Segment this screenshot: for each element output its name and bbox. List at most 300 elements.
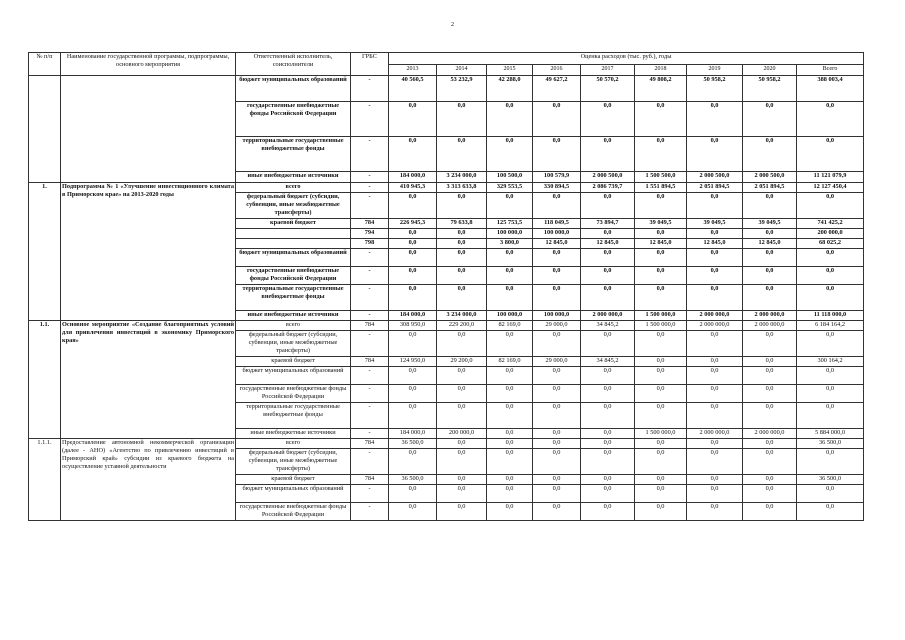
header-num: № п/п: [29, 53, 61, 76]
amount-cell: 34 845,2: [581, 357, 635, 367]
amount-cell: 0,0: [389, 229, 437, 239]
amount-cell: 0,0: [389, 385, 437, 403]
amount-cell: 12 127 450,4: [797, 183, 864, 193]
amount-cell: 0,0: [581, 267, 635, 285]
amount-cell: 0,0: [487, 137, 533, 172]
amount-cell: 0,0: [581, 331, 635, 357]
amount-cell: 0,0: [437, 249, 487, 267]
amount-cell: 0,0: [533, 367, 581, 385]
amount-cell: 0,0: [437, 229, 487, 239]
grbs-code: -: [351, 267, 389, 285]
amount-cell: 200 000,0: [797, 229, 864, 239]
amount-cell: 0,0: [635, 503, 687, 521]
amount-cell: 0,0: [437, 367, 487, 385]
header-year: 2017: [581, 64, 635, 76]
amount-cell: 39 049,5: [635, 219, 687, 229]
amount-cell: 12 845,0: [533, 239, 581, 249]
amount-cell: 0,0: [533, 503, 581, 521]
grbs-code: -: [351, 385, 389, 403]
grbs-code: -: [351, 403, 389, 429]
amount-cell: 0,0: [581, 193, 635, 219]
amount-cell: 1 500 000,0: [635, 429, 687, 439]
amount-cell: 0,0: [743, 385, 797, 403]
amount-cell: 0,0: [581, 229, 635, 239]
amount-cell: 0,0: [687, 475, 743, 485]
amount-cell: 12 845,0: [687, 239, 743, 249]
amount-cell: 0,0: [581, 102, 635, 137]
amount-cell: 0,0: [533, 439, 581, 449]
grbs-code: -: [351, 193, 389, 219]
amount-cell: 200 000,0: [437, 429, 487, 439]
amount-cell: 5 884 000,0: [797, 429, 864, 439]
amount-cell: 0,0: [743, 249, 797, 267]
table-row: [29, 321, 864, 331]
amount-cell: 0,0: [581, 449, 635, 475]
amount-cell: 100 000,0: [487, 311, 533, 321]
amount-cell: 2 000 000,0: [687, 321, 743, 331]
amount-cell: 100 500,0: [487, 172, 533, 183]
header-estimate: Оценка расходов (тыс. руб.), годы: [389, 53, 864, 65]
amount-cell: 0,0: [797, 267, 864, 285]
amount-cell: 0,0: [487, 331, 533, 357]
funding-source: бюджет муниципальных образований: [236, 367, 351, 385]
amount-cell: 118 049,5: [533, 219, 581, 229]
amount-cell: 0,0: [437, 239, 487, 249]
amount-cell: 0,0: [487, 285, 533, 311]
amount-cell: 0,0: [797, 367, 864, 385]
amount-cell: 0,0: [581, 285, 635, 311]
amount-cell: 0,0: [797, 403, 864, 429]
amount-cell: 0,0: [581, 137, 635, 172]
amount-cell: 2 000 500,0: [581, 172, 635, 183]
amount-cell: 229 200,0: [437, 321, 487, 331]
amount-cell: 0,0: [743, 137, 797, 172]
amount-cell: 0,0: [581, 503, 635, 521]
amount-cell: 0,0: [533, 137, 581, 172]
amount-cell: 0,0: [437, 403, 487, 429]
amount-cell: 388 003,4: [797, 76, 864, 102]
amount-cell: 0,0: [635, 357, 687, 367]
amount-cell: 0,0: [797, 485, 864, 503]
amount-cell: 0,0: [797, 285, 864, 311]
amount-cell: 0,0: [437, 439, 487, 449]
funding-source: государственные внебюджетные фонды Российской Федерации: [236, 102, 351, 137]
amount-cell: 0,0: [533, 285, 581, 311]
row-number: [29, 76, 61, 183]
amount-cell: 0,0: [687, 367, 743, 385]
amount-cell: 0,0: [687, 285, 743, 311]
funding-source: иные внебюджетные источники: [236, 172, 351, 183]
amount-cell: 0,0: [797, 503, 864, 521]
amount-cell: 0,0: [533, 249, 581, 267]
amount-cell: 0,0: [687, 229, 743, 239]
funding-source: территориальные государственные внебюджетные фонды: [236, 285, 351, 311]
amount-cell: 0,0: [743, 439, 797, 449]
amount-cell: 0,0: [389, 503, 437, 521]
amount-cell: 0,0: [743, 193, 797, 219]
amount-cell: 0,0: [743, 357, 797, 367]
amount-cell: 0,0: [797, 331, 864, 357]
amount-cell: 6 184 164,2: [797, 321, 864, 331]
header-year: Всего: [797, 64, 864, 76]
amount-cell: 0,0: [687, 357, 743, 367]
funding-source: федеральный бюджет (субсидии, субвенции, иные межбюджетные трансферты): [236, 331, 351, 357]
amount-cell: 29 000,0: [533, 357, 581, 367]
amount-cell: 0,0: [533, 403, 581, 429]
amount-cell: 0,0: [635, 367, 687, 385]
amount-cell: 0,0: [635, 403, 687, 429]
amount-cell: 0,0: [581, 475, 635, 485]
amount-cell: 50 958,2: [743, 76, 797, 102]
amount-cell: 68 025,2: [797, 239, 864, 249]
amount-cell: 184 000,0: [389, 311, 437, 321]
amount-cell: 0,0: [743, 449, 797, 475]
amount-cell: 100 000,0: [533, 311, 581, 321]
amount-cell: 49 627,2: [533, 76, 581, 102]
table-row: [29, 76, 864, 102]
amount-cell: 0,0: [437, 385, 487, 403]
funding-source: бюджет муниципальных образований: [236, 485, 351, 503]
row-title: Подпрограмма № 1 «Улучшение инвестиционного климата в Приморском крае» на 2013-2020 годы: [61, 183, 236, 321]
amount-cell: 1 500 000,0: [635, 321, 687, 331]
amount-cell: 300 164,2: [797, 357, 864, 367]
amount-cell: 2 000 000,0: [687, 311, 743, 321]
grbs-code: 784: [351, 475, 389, 485]
amount-cell: 0,0: [437, 267, 487, 285]
header-year: 2014: [437, 64, 487, 76]
amount-cell: 2 000 000,0: [743, 321, 797, 331]
amount-cell: 0,0: [389, 193, 437, 219]
amount-cell: 125 753,5: [487, 219, 533, 229]
amount-cell: 2 051 894,5: [743, 183, 797, 193]
row-number: 1.1.: [29, 321, 61, 439]
amount-cell: 50 570,2: [581, 76, 635, 102]
amount-cell: 0,0: [487, 485, 533, 503]
grbs-code: 798: [351, 239, 389, 249]
amount-cell: 0,0: [581, 429, 635, 439]
amount-cell: 0,0: [533, 385, 581, 403]
amount-cell: 0,0: [389, 367, 437, 385]
amount-cell: 50 958,2: [687, 76, 743, 102]
table-row: [29, 439, 864, 449]
grbs-code: -: [351, 137, 389, 172]
amount-cell: 3 800,0: [487, 239, 533, 249]
amount-cell: 0,0: [389, 485, 437, 503]
amount-cell: 0,0: [487, 503, 533, 521]
amount-cell: 100 000,0: [487, 229, 533, 239]
budget-table: [28, 52, 864, 521]
amount-cell: 0,0: [437, 193, 487, 219]
amount-cell: 0,0: [687, 137, 743, 172]
amount-cell: 184 000,0: [389, 172, 437, 183]
amount-cell: 0,0: [797, 193, 864, 219]
amount-cell: 0,0: [437, 285, 487, 311]
amount-cell: 1 551 894,5: [635, 183, 687, 193]
amount-cell: 29 200,0: [437, 357, 487, 367]
header-year: 2019: [687, 64, 743, 76]
grbs-code: -: [351, 331, 389, 357]
amount-cell: 0,0: [389, 137, 437, 172]
amount-cell: 0,0: [437, 137, 487, 172]
amount-cell: 184 000,0: [389, 429, 437, 439]
amount-cell: 0,0: [635, 193, 687, 219]
header-grbs: ГРБС: [351, 53, 389, 76]
amount-cell: 11 121 079,9: [797, 172, 864, 183]
amount-cell: 0,0: [797, 449, 864, 475]
amount-cell: 329 553,5: [487, 183, 533, 193]
amount-cell: 0,0: [687, 439, 743, 449]
funding-source: всего: [236, 321, 351, 331]
funding-source: государственные внебюджетные фонды Российской Федерации: [236, 503, 351, 521]
grbs-code: 784: [351, 357, 389, 367]
amount-cell: 0,0: [389, 267, 437, 285]
amount-cell: 0,0: [437, 449, 487, 475]
amount-cell: 0,0: [437, 102, 487, 137]
amount-cell: 2 000 000,0: [581, 311, 635, 321]
amount-cell: 49 808,2: [635, 76, 687, 102]
amount-cell: 34 845,2: [581, 321, 635, 331]
amount-cell: 2 000 000,0: [743, 311, 797, 321]
amount-cell: 12 845,0: [743, 239, 797, 249]
funding-source: [236, 239, 351, 249]
funding-source: бюджет муниципальных образований: [236, 76, 351, 102]
amount-cell: 330 894,5: [533, 183, 581, 193]
amount-cell: 0,0: [635, 475, 687, 485]
amount-cell: 0,0: [533, 449, 581, 475]
amount-cell: 36 500,0: [389, 475, 437, 485]
amount-cell: 0,0: [533, 193, 581, 219]
amount-cell: 0,0: [487, 385, 533, 403]
amount-cell: 0,0: [581, 439, 635, 449]
amount-cell: 226 945,3: [389, 219, 437, 229]
amount-cell: 0,0: [743, 485, 797, 503]
grbs-code: -: [351, 76, 389, 102]
funding-source: федеральный бюджет (субсидии, субвенции, иные межбюджетные трансферты): [236, 193, 351, 219]
amount-cell: 0,0: [389, 249, 437, 267]
amount-cell: 0,0: [797, 249, 864, 267]
amount-cell: 36 500,0: [389, 439, 437, 449]
amount-cell: 0,0: [687, 449, 743, 475]
amount-cell: 79 633,8: [437, 219, 487, 229]
amount-cell: 0,0: [635, 102, 687, 137]
amount-cell: 0,0: [635, 137, 687, 172]
grbs-code: -: [351, 503, 389, 521]
amount-cell: 53 232,9: [437, 76, 487, 102]
amount-cell: 0,0: [487, 267, 533, 285]
grbs-code: 784: [351, 439, 389, 449]
row-number: 1.: [29, 183, 61, 321]
amount-cell: 0,0: [533, 429, 581, 439]
amount-cell: 0,0: [581, 249, 635, 267]
funding-source: территориальные государственные внебюджетные фонды: [236, 137, 351, 172]
funding-source: всего: [236, 439, 351, 449]
amount-cell: 0,0: [687, 102, 743, 137]
amount-cell: 39 049,5: [743, 219, 797, 229]
amount-cell: 0,0: [581, 385, 635, 403]
page-number: 2: [451, 22, 454, 28]
amount-cell: 0,0: [437, 331, 487, 357]
amount-cell: 0,0: [743, 229, 797, 239]
grbs-code: -: [351, 485, 389, 503]
amount-cell: 0,0: [797, 385, 864, 403]
amount-cell: 40 560,5: [389, 76, 437, 102]
amount-cell: 0,0: [687, 249, 743, 267]
amount-cell: 0,0: [389, 239, 437, 249]
grbs-code: -: [351, 183, 389, 193]
amount-cell: 0,0: [533, 331, 581, 357]
amount-cell: 0,0: [389, 403, 437, 429]
amount-cell: 0,0: [635, 285, 687, 311]
amount-cell: 0,0: [533, 267, 581, 285]
amount-cell: 0,0: [487, 193, 533, 219]
amount-cell: 0,0: [487, 475, 533, 485]
amount-cell: 0,0: [687, 503, 743, 521]
amount-cell: 39 049,5: [687, 219, 743, 229]
amount-cell: 0,0: [533, 485, 581, 503]
amount-cell: 0,0: [389, 449, 437, 475]
grbs-code: -: [351, 311, 389, 321]
amount-cell: 0,0: [687, 193, 743, 219]
amount-cell: 36 500,0: [797, 439, 864, 449]
amount-cell: 0,0: [743, 102, 797, 137]
amount-cell: 0,0: [635, 229, 687, 239]
amount-cell: 2 051 894,5: [687, 183, 743, 193]
row-title: [61, 76, 236, 183]
amount-cell: 82 169,0: [487, 357, 533, 367]
header-year: 2020: [743, 64, 797, 76]
amount-cell: 0,0: [533, 475, 581, 485]
amount-cell: 0,0: [743, 403, 797, 429]
amount-cell: 0,0: [687, 267, 743, 285]
amount-cell: 2 000 000,0: [743, 429, 797, 439]
amount-cell: 2 000 500,0: [743, 172, 797, 183]
amount-cell: 0,0: [687, 385, 743, 403]
amount-cell: 1 500 500,0: [635, 172, 687, 183]
grbs-code: -: [351, 429, 389, 439]
amount-cell: 0,0: [389, 285, 437, 311]
amount-cell: 36 500,0: [797, 475, 864, 485]
amount-cell: 0,0: [743, 503, 797, 521]
funding-source: краевой бюджет: [236, 357, 351, 367]
amount-cell: 0,0: [533, 102, 581, 137]
amount-cell: 0,0: [487, 367, 533, 385]
funding-source: бюджет муниципальных образований: [236, 249, 351, 267]
funding-source: всего: [236, 183, 351, 193]
amount-cell: 0,0: [581, 367, 635, 385]
amount-cell: 1 500 000,0: [635, 311, 687, 321]
amount-cell: 11 118 000,0: [797, 311, 864, 321]
amount-cell: 0,0: [389, 102, 437, 137]
amount-cell: 0,0: [635, 249, 687, 267]
amount-cell: 0,0: [743, 285, 797, 311]
row-title: Предоставление автономной некоммерческой организации (далее - АНО) «Агентство по привлечению инвестиций в Приморский край» субсидии из краевого бюджета на осуществление уставной деятельности: [61, 439, 236, 521]
amount-cell: 82 169,0: [487, 321, 533, 331]
grbs-code: -: [351, 172, 389, 183]
amount-cell: 124 950,0: [389, 357, 437, 367]
header-exec: Ответственный исполнитель, соисполнители: [236, 53, 351, 76]
funding-source: иные внебюджетные источники: [236, 311, 351, 321]
amount-cell: 3 234 000,0: [437, 172, 487, 183]
funding-source: иные внебюджетные источники: [236, 429, 351, 439]
grbs-code: -: [351, 449, 389, 475]
header-year: 2016: [533, 64, 581, 76]
amount-cell: 308 950,0: [389, 321, 437, 331]
amount-cell: 0,0: [635, 267, 687, 285]
table-header-row: [29, 53, 864, 65]
amount-cell: 0,0: [743, 331, 797, 357]
amount-cell: 0,0: [487, 449, 533, 475]
amount-cell: 0,0: [581, 485, 635, 503]
amount-cell: 0,0: [797, 137, 864, 172]
amount-cell: 100 000,0: [533, 229, 581, 239]
amount-cell: 12 845,0: [581, 239, 635, 249]
amount-cell: 3 234 000,0: [437, 311, 487, 321]
amount-cell: 42 288,0: [487, 76, 533, 102]
amount-cell: 0,0: [687, 485, 743, 503]
amount-cell: 0,0: [487, 429, 533, 439]
amount-cell: 0,0: [437, 503, 487, 521]
grbs-code: -: [351, 102, 389, 137]
funding-source: краевой бюджет: [236, 475, 351, 485]
amount-cell: 73 894,7: [581, 219, 635, 229]
row-title: Основное мероприятие «Создание благоприятных условий для привлечения инвестиций в экономику Приморского края»: [61, 321, 236, 439]
amount-cell: 0,0: [687, 331, 743, 357]
amount-cell: 12 845,0: [635, 239, 687, 249]
amount-cell: 0,0: [743, 267, 797, 285]
amount-cell: 0,0: [797, 102, 864, 137]
amount-cell: 0,0: [487, 102, 533, 137]
header-year: 2013: [389, 64, 437, 76]
amount-cell: 0,0: [635, 385, 687, 403]
funding-source: государственные внебюджетные фонды Российской Федерации: [236, 385, 351, 403]
amount-cell: 0,0: [487, 403, 533, 429]
header-name: Наименование государственной программы, подпрограммы, основного мероприятия: [61, 53, 236, 76]
amount-cell: 100 579,9: [533, 172, 581, 183]
amount-cell: 2 000 000,0: [687, 429, 743, 439]
amount-cell: 3 313 633,8: [437, 183, 487, 193]
amount-cell: 29 000,0: [533, 321, 581, 331]
funding-source: федеральный бюджет (субсидии, субвенции, иные межбюджетные трансферты): [236, 449, 351, 475]
grbs-code: -: [351, 285, 389, 311]
amount-cell: 0,0: [581, 403, 635, 429]
amount-cell: 0,0: [487, 249, 533, 267]
amount-cell: 741 425,2: [797, 219, 864, 229]
funding-source: государственные внебюджетные фонды Российской Федерации: [236, 267, 351, 285]
grbs-code: -: [351, 249, 389, 267]
amount-cell: 0,0: [635, 449, 687, 475]
amount-cell: 0,0: [437, 485, 487, 503]
grbs-code: 784: [351, 219, 389, 229]
amount-cell: 2 086 739,7: [581, 183, 635, 193]
grbs-code: -: [351, 367, 389, 385]
amount-cell: 0,0: [389, 331, 437, 357]
amount-cell: 410 945,3: [389, 183, 437, 193]
funding-source: краевой бюджет: [236, 219, 351, 229]
header-year: 2018: [635, 64, 687, 76]
amount-cell: 0,0: [487, 439, 533, 449]
table-row: [29, 183, 864, 193]
row-number: 1.1.1.: [29, 439, 61, 521]
amount-cell: 0,0: [635, 439, 687, 449]
amount-cell: 0,0: [743, 475, 797, 485]
amount-cell: 0,0: [437, 475, 487, 485]
amount-cell: 0,0: [687, 403, 743, 429]
funding-source: территориальные государственные внебюджетные фонды: [236, 403, 351, 429]
amount-cell: 0,0: [635, 485, 687, 503]
amount-cell: 2 000 500,0: [687, 172, 743, 183]
funding-source: [236, 229, 351, 239]
grbs-code: 794: [351, 229, 389, 239]
